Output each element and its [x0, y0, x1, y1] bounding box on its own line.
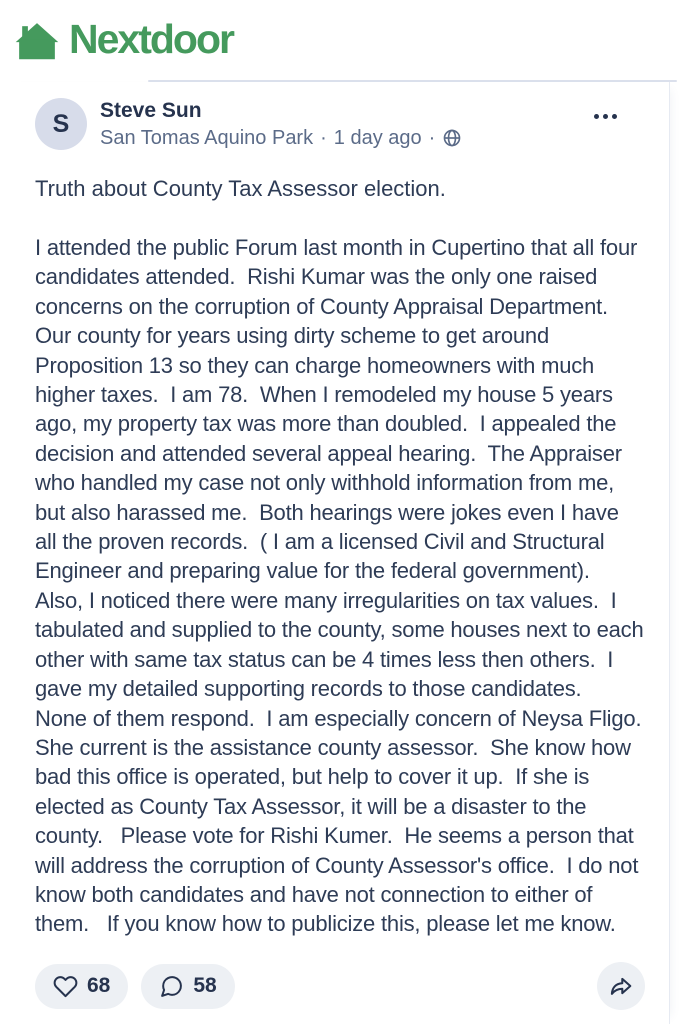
meta-separator: · — [320, 126, 327, 149]
nextdoor-wordmark: Nextdoor — [69, 15, 233, 62]
post-header — [35, 98, 645, 150]
like-count: 68 — [87, 974, 111, 997]
ellipsis-icon — [594, 114, 599, 119]
author-block — [100, 99, 462, 150]
globe-icon — [442, 128, 462, 148]
post-card — [0, 82, 670, 1024]
post-meta — [100, 127, 462, 150]
share-button[interactable] — [597, 962, 645, 1010]
like-button[interactable] — [35, 964, 128, 1009]
post-body-text: I attended the public Forum last month in Cupertino that all four candidates attended. Rishi Kumar was the only one raised concerns on the corruption of County Appraisal Department. Our county for years using dirty scheme to get around Proposition 13 so they can charge homeowners with much higher taxes. I am 78. When I remodeled my house 5 years ago, my property tax was more than doubled. I appealed the decision and attended several appeal hearing. The Appraiser who handled my case not only withhold information from me, but also harassed me. Both hearings were jokes even I have all the proven records. ( I am a licensed Civil and Structural Engineer and preparing value for the federal government). Also, I noticed there were many irregularities on tax values. I tabulated and supplied to the county, some houses next to each other with same tax status can be 4 times less then others. I gave my detailed supporting records to those candidates. None of them respond. I am especially concern of Neysa Fligo. She current is the assistance county assessor. She know how bad this office is operated, but help to cover it up. If she is elected as County Tax Assessor, it will be a disaster to the county. Please vote for Rishi Kumer. He seems a person that will address the corruption of County Assessor's office. I do not know both candidates and have not connection to either of them. If you know how to publicize this, please let me know. — [35, 235, 654, 937]
heart-icon — [53, 974, 78, 999]
post-actions — [35, 962, 645, 1010]
meta-separator: · — [428, 126, 436, 149]
more-options-button[interactable] — [588, 108, 623, 125]
post-timestamp: 1 day ago — [333, 126, 422, 149]
nextdoor-house-icon — [14, 22, 60, 60]
share-arrow-icon — [608, 973, 634, 999]
avatar-initial: S — [52, 109, 70, 138]
avatar[interactable] — [35, 98, 87, 150]
post-title: Truth about County Tax Assessor election. — [35, 176, 446, 201]
nextdoor-logo[interactable] — [14, 15, 233, 64]
speech-bubble-icon — [159, 974, 184, 999]
post-location[interactable]: San Tomas Aquino Park — [100, 126, 314, 149]
author-name[interactable]: Steve Sun — [100, 98, 202, 122]
app-header — [0, 0, 694, 80]
comment-button[interactable] — [141, 964, 234, 1009]
comment-count: 58 — [193, 974, 217, 997]
